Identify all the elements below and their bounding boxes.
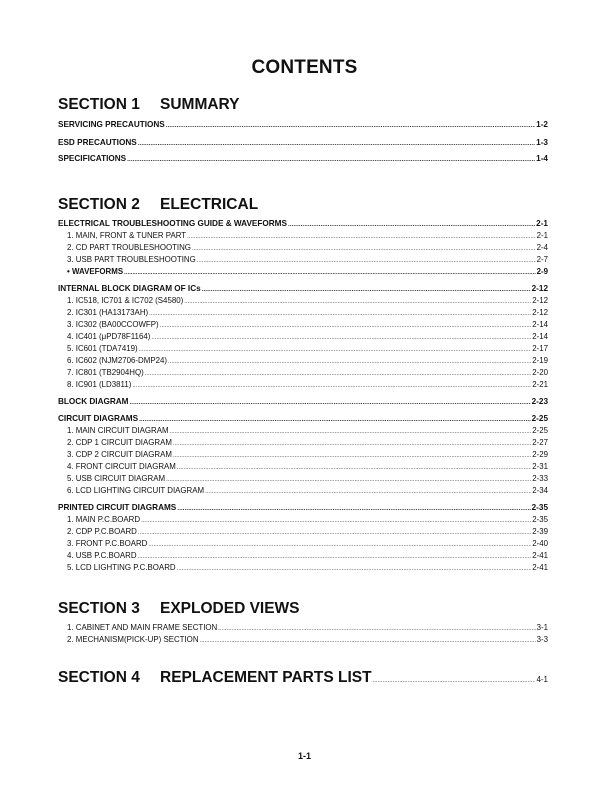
toc-subentry[interactable]: 1. MAIN CIRCUIT DIAGRAM ..... 2-25 — [58, 425, 548, 438]
toc-entry[interactable]: BLOCK DIAGRAM ..... 2-23 — [58, 396, 548, 409]
toc-subentry[interactable]: 1. CABINET AND MAIN FRAME SECTION ..... 3-1 — [58, 622, 548, 635]
toc-subentry[interactable]: 5. IC601 (TDA7419) ..... 2-17 — [58, 343, 548, 356]
toc-subentry[interactable]: 3. IC302 (BA00CCOWFP) ..... 2-14 — [58, 319, 548, 332]
toc-entry[interactable]: INTERNAL BLOCK DIAGRAM OF ICs ..... 2-12 — [58, 283, 548, 296]
section-name: ELECTRICAL — [160, 196, 259, 213]
toc-entry[interactable]: SPECIFICATIONS ..... 1-4 — [58, 153, 548, 166]
toc-subentry[interactable]: 1. IC518, IC701 & IC702 (S4580) ..... 2-12 — [58, 295, 548, 308]
toc-subentry[interactable]: 1. MAIN, FRONT & TUNER PART ..... 2-1 — [58, 230, 548, 243]
section-page: 4-1 — [536, 675, 548, 684]
toc-subentry[interactable]: 4. IC401 (μPD78F1164) ..... 2-14 — [58, 331, 548, 344]
toc-subentry[interactable]: 6. IC602 (NJM2706-DMP24) ..... 2-19 — [58, 355, 548, 368]
section-number: SECTION 1 — [58, 96, 140, 113]
toc-subentry[interactable]: 2. MECHANISM(PICK-UP) SECTION ..... 3-3 — [58, 634, 548, 647]
toc-subentry[interactable]: 2. IC301 (HA13173AH) ..... 2-12 — [58, 307, 548, 320]
toc-subentry[interactable]: 2. CDP 1 CIRCUIT DIAGRAM ..... 2-27 — [58, 437, 548, 450]
toc-subentry[interactable]: 5. USB CIRCUIT DIAGRAM ..... 2-33 — [58, 473, 548, 486]
toc-subentry[interactable]: 2. CD PART TROUBLESHOOTING ..... 2-4 — [58, 242, 548, 255]
toc-subentry[interactable]: 3. FRONT P.C.BOARD ..... 2-40 — [58, 538, 548, 551]
toc-subentry[interactable]: 3. USB PART TROUBLESHOOTING ..... 2-7 — [58, 254, 548, 267]
toc-subentry[interactable]: 7. IC801 (TB2904HQ) ..... 2-20 — [58, 367, 548, 380]
toc-subentry[interactable]: 8. IC901 (LD3811) ..... 2-21 — [58, 379, 548, 392]
toc-subentry[interactable]: • WAVEFORMS ..... 2-9 — [58, 266, 548, 279]
section-1-heading — [58, 96, 240, 114]
page-title: CONTENTS — [251, 57, 358, 78]
page-number: 1-1 — [297, 751, 311, 761]
toc-entry[interactable]: ELECTRICAL TROUBLESHOOTING GUIDE & WAVEFORMS ..... 2-1 — [58, 218, 548, 231]
toc-entry[interactable]: PRINTED CIRCUIT DIAGRAMS ..... 2-35 — [58, 502, 548, 515]
toc-subentry[interactable]: 6. LCD LIGHTING CIRCUIT DIAGRAM ..... 2-34 — [58, 485, 548, 498]
toc-entry[interactable]: SERVICING PRECAUTIONS ..... 1-2 — [58, 119, 548, 132]
section-number: SECTION 4 — [58, 669, 140, 686]
toc-subentry[interactable]: 4. USB P.C.BOARD ..... 2-41 — [58, 550, 548, 563]
toc-subentry[interactable]: 4. FRONT CIRCUIT DIAGRAM ..... 2-31 — [58, 461, 548, 474]
section-name: EXPLODED VIEWS — [160, 600, 300, 617]
toc-entry[interactable]: ESD PRECAUTIONS ..... 1-3 — [58, 137, 548, 150]
section-4-heading[interactable] — [58, 669, 548, 687]
section-name: REPLACEMENT PARTS LIST — [160, 669, 372, 686]
toc-entry[interactable]: CIRCUIT DIAGRAMS ..... 2-25 — [58, 413, 548, 426]
toc-subentry[interactable]: 2. CDP P.C.BOARD ..... 2-39 — [58, 526, 548, 539]
section-2-heading — [58, 196, 258, 214]
section-3-heading — [58, 600, 300, 618]
section-number: SECTION 2 — [58, 196, 140, 213]
section-name: SUMMARY — [160, 96, 240, 113]
toc-subentry[interactable]: 1. MAIN P.C.BOARD ..... 2-35 — [58, 514, 548, 527]
section-number: SECTION 3 — [58, 600, 140, 617]
toc-subentry[interactable]: 3. CDP 2 CIRCUIT DIAGRAM ..... 2-29 — [58, 449, 548, 462]
toc-subentry[interactable]: 5. LCD LIGHTING P.C.BOARD ..... 2-41 — [58, 562, 548, 575]
